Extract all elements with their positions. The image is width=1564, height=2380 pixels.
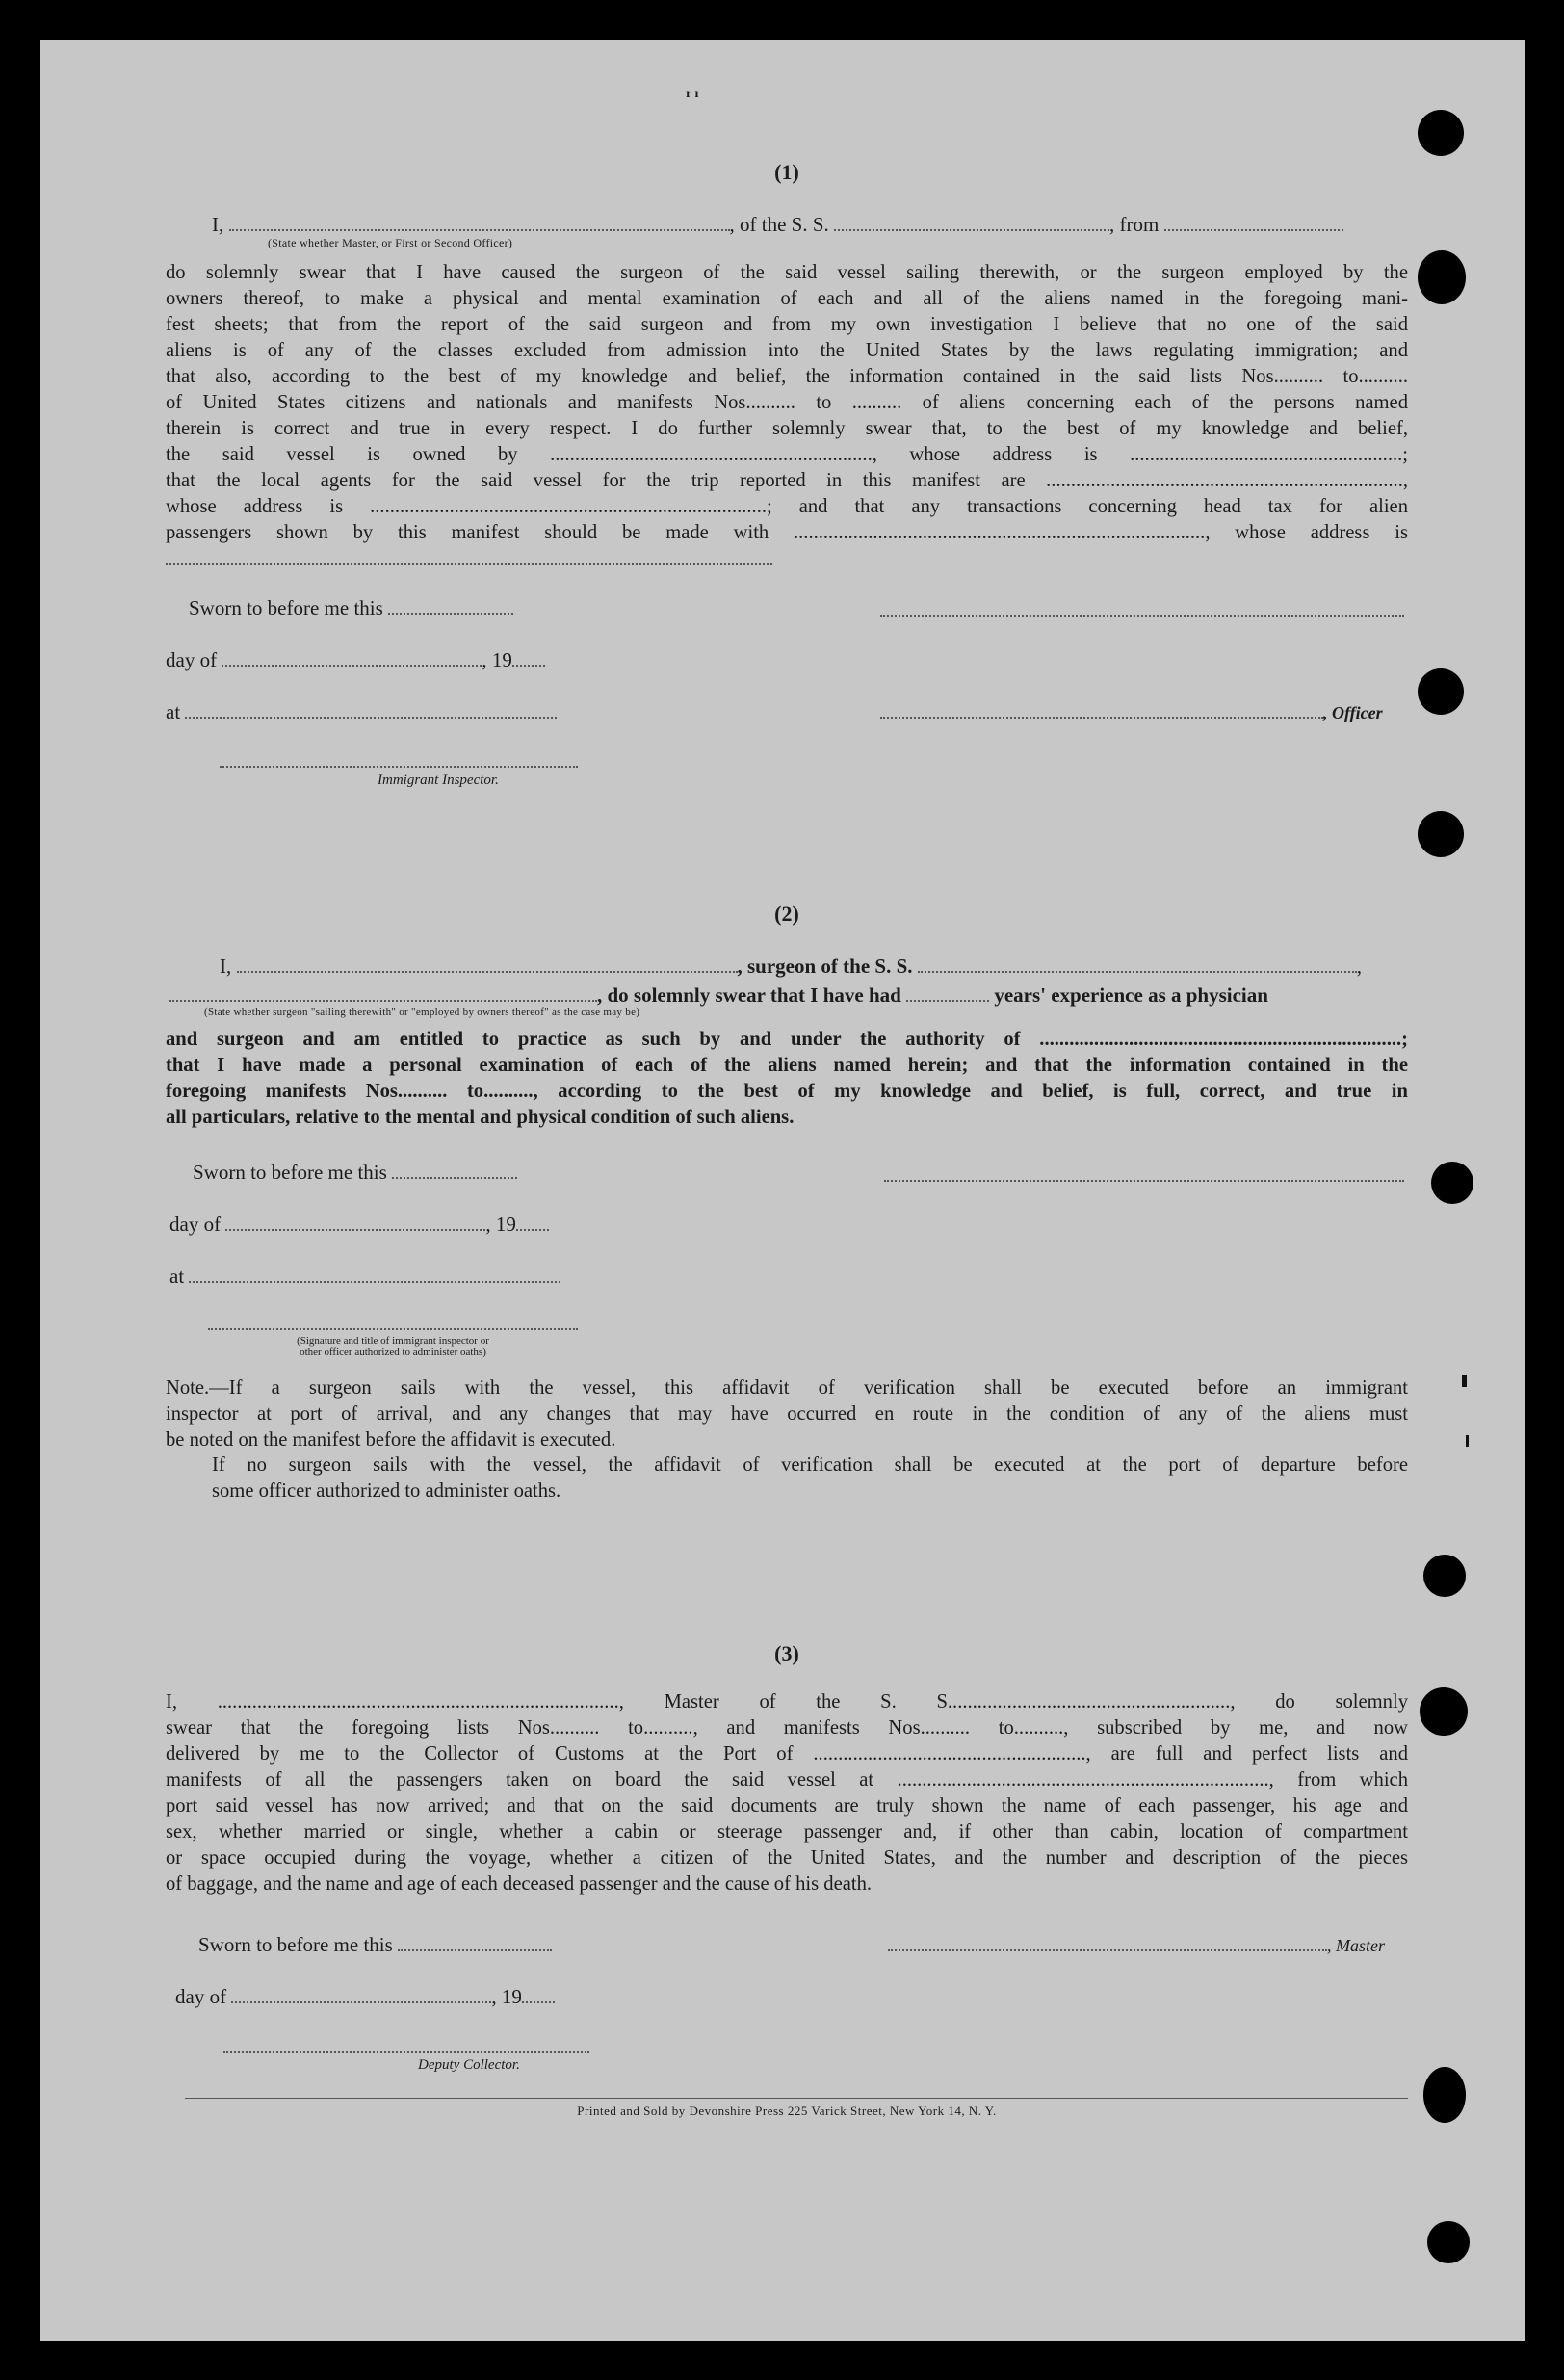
text-line: inspector at port of arrival, and any changes that may have occurred en route in the condition of any of the aliens must [166,1403,1408,1425]
section-1-sworn-line: Sworn to before me this [189,593,513,620]
sworn-day-blank[interactable] [388,593,513,615]
surgeon-note [166,1375,1408,1453]
punch-hole [1423,2067,1466,2123]
inspector-signature-label: (Signature and title of immigrant inspector or other officer authorized to administer oaths) [297,1335,489,1358]
text-line: If no surgeon sails with the vessel, the affidavit of verification shall be executed at the port of departure before [212,1454,1408,1476]
address-continuation-line[interactable] [166,562,772,565]
text-line: foregoing manifests Nos.......... to.........., according to the best of my knowledge and belief, is full, correct, and true in [166,1081,1408,1102]
no-surgeon-note [212,1452,1408,1504]
surgeon-name-blank[interactable] [237,952,738,973]
month-blank-2[interactable] [225,1210,485,1231]
collector-label: Deputy Collector. [418,2057,520,2073]
officer-signature-line-top[interactable] [880,615,1404,617]
text-line: be noted on the manifest before the affidavit is executed. [166,1429,616,1451]
punch-hole [1431,1162,1473,1204]
surgeon-vessel-blank[interactable] [918,952,1357,973]
text-line: sex, whether married or single, whether a cabin or steerage passenger and, if other than cabin, location of compartment [166,1821,1408,1843]
master-signature-line: , Master [888,1930,1385,1957]
year-blank-3[interactable] [522,1982,555,2003]
place-blank-2[interactable] [189,1262,560,1283]
section-2-day-line: day of , 19 [169,1210,549,1237]
punch-hole [1423,1555,1466,1597]
text-line: or space occupied during the voyage, whether a citizen of the United States, and the number and description of the pieces [166,1847,1408,1869]
section-2-oath-paragraph [166,1027,1408,1131]
inspector-label: Immigrant Inspector. [378,772,499,788]
text-line: some officer authorized to administer oaths. [212,1480,561,1502]
sworn-day-blank-3[interactable] [398,1930,552,1951]
punch-hole [1418,811,1464,857]
section-1-oath-paragraph [166,260,1408,546]
text-line: whose address is ................................................................................; and that any transactions concerning head tax for alien [166,496,1408,517]
punch-hole [1427,2221,1470,2263]
year-blank-2[interactable] [516,1210,549,1231]
place-blank[interactable] [185,697,557,719]
text-line: the said vessel is owned by ................................................................., whose address is .......................................................; [166,444,1408,465]
section-2-swear-line: , do solemnly swear that I have had years' experience as a physician [169,981,1268,1007]
inspector-signature-line[interactable] [220,765,578,768]
text-line: fest sheets; that from the report of the said surgeon and from my own investigation I believe that no one of the said [166,314,1408,335]
surgeon-status-blank[interactable] [169,981,597,1002]
surgeon-status-label: (State whether surgeon "sailing therewith" or "employed by owners thereof" as the case may be) [204,1007,640,1018]
section-2-at-line: at [169,1262,560,1289]
printer-footer: Printed and Sold by Devonshire Press 225 Varick Street, New York 14, N. Y. [577,2104,997,2118]
text-line: that also, according to the best of my knowledge and belief, the information contained in the said lists Nos.......... to.......... [166,366,1408,387]
section-1-number: (1) [774,160,799,184]
text-line: and surgeon and am entitled to practice as such by and under the authority of .........................................................................; [166,1029,1408,1050]
officer-name-blank[interactable] [229,210,730,231]
year-blank[interactable] [512,645,545,667]
section-1-day-line: day of , 19 [166,645,545,672]
surgeon-signature-line[interactable] [884,1179,1404,1182]
punch-hole [1418,110,1464,156]
header-marks: r ı [686,87,699,101]
text-line: of United States citizens and nationals and manifests Nos.......... to .......... of aliens concerning each of the persons named [166,392,1408,413]
text-line: aliens is of any of the classes excluded from admission into the United States by the laws regulating immigration; and [166,340,1408,361]
form-page [40,40,1525,2341]
text-line: port said vessel has now arrived; and that on the said documents are truly shown the name of each passenger, his age and [166,1795,1408,1817]
text-line: Note.—If a surgeon sails with the vessel, this affidavit of verification shall be executed before an immigrant [166,1377,1408,1399]
text-line: therein is correct and true in every respect. I do further solemnly swear that, to the best of my knowledge and belief, [166,418,1408,439]
text-line: delivered by me to the Collector of Customs at the Port of ......................................................., are full and perfect lists and [166,1743,1408,1765]
section-2-number: (2) [774,902,799,926]
officer-signature-line: , Officer [880,697,1383,724]
month-blank[interactable] [222,645,482,667]
vessel-name-blank[interactable] [834,210,1109,231]
footer-rule [185,2098,1408,2099]
section-1-at-line: at [166,697,557,724]
text-line: I, ................................................................................., Master of the S. S........................................................., do solemnly [166,1691,1408,1713]
month-blank-3[interactable] [231,1982,491,2003]
section-1-opening-line: I, , of the S. S. , from [212,210,1343,237]
punch-hole [1418,250,1466,304]
section-2-sworn-line: Sworn to before me this [193,1158,517,1185]
text-line: that I have made a personal examination of each of the aliens named herein; and that the information contained in the [166,1055,1408,1076]
text-line: swear that the foregoing lists Nos.......... to.........., and manifests Nos.......... to.........., subscribed by me, and now [166,1717,1408,1739]
section-3-sworn-line: Sworn to before me this [198,1930,552,1957]
officer-rank-label: (State whether Master, or First or Second Officer) [268,236,513,249]
section-3-day-line: day of , 19 [175,1982,555,2009]
officer-signature-blank[interactable] [880,697,1323,719]
text-line: passengers shown by this manifest should be made with ..................................................................................., whose address is [166,522,1408,543]
text-line: owners thereof, to make a physical and mental examination of each and all of the aliens named in the foregoing mani- [166,288,1408,309]
from-port-blank[interactable] [1164,210,1343,231]
text-line: that the local agents for the said vessel for the trip reported in this manifest are ........................................................................, [166,470,1408,491]
master-signature-blank[interactable] [888,1930,1327,1951]
text-line: of baggage, and the name and age of each deceased passenger and the cause of his death. [166,1873,873,1895]
inspector-signature-line-2[interactable] [208,1327,578,1330]
form-content [166,40,1408,2341]
text-line: manifests of all the passengers taken on board the said vessel at ..........................................................................., from which [166,1769,1408,1791]
collector-signature-line[interactable] [223,2050,589,2053]
section-3-oath-paragraph [166,1689,1408,1897]
text-line: all particulars, relative to the mental and physical condition of such aliens. [166,1107,795,1128]
section-2-opening-line: I, , surgeon of the S. S. , [220,952,1362,979]
section-3-number: (3) [774,1641,799,1665]
text-line: do solemnly swear that I have caused the surgeon of the said vessel sailing therewith, or the surgeon employed by the [166,262,1408,283]
sworn-day-blank-2[interactable] [392,1158,517,1179]
punch-hole [1418,668,1464,715]
years-blank[interactable] [906,981,989,1002]
punch-hole [1420,1687,1468,1736]
